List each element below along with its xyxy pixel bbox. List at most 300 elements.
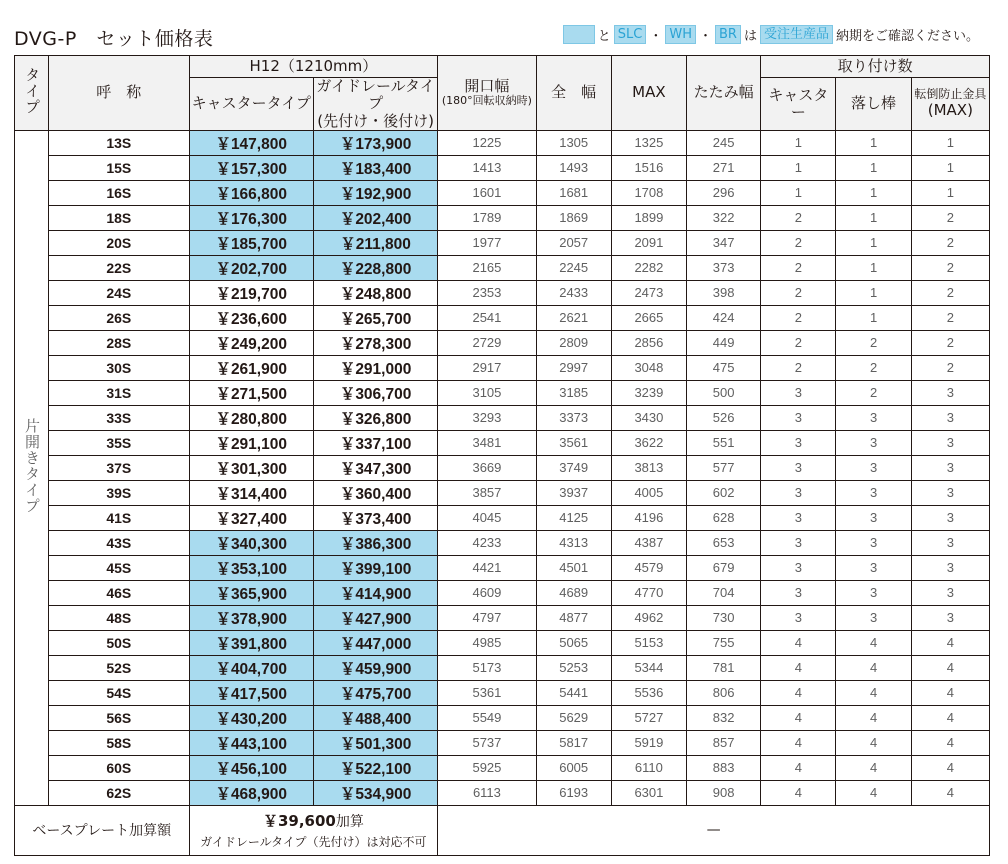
base-plate-price-cell [189,805,438,855]
header-total-width: 全 幅 [536,56,611,131]
row-max: 3048 [611,355,686,380]
row-folded-width: 526 [687,405,761,430]
row-total-width: 2997 [536,355,611,380]
row-anti-tip-count: 1 [911,155,989,180]
row-folded-width: 500 [687,380,761,405]
row-caster-count: 2 [761,280,836,305]
row-max: 5727 [611,705,686,730]
table-row [15,255,990,280]
row-guide-price: ￥291,000 [313,355,437,380]
row-drop-rod-count: 3 [836,405,911,430]
row-caster-price: ￥468,900 [189,780,313,805]
base-plate-price: ￥39,600 [262,812,336,831]
row-guide-price: ￥414,900 [313,580,437,605]
table-body [15,130,990,805]
row-opening: 3857 [438,480,536,505]
row-folded-width: 551 [687,430,761,455]
row-drop-rod-count: 4 [836,780,911,805]
row-caster-count: 4 [761,730,836,755]
row-total-width: 5817 [536,730,611,755]
row-caster-price: ￥353,100 [189,555,313,580]
row-name: 52S [49,655,189,680]
table-row [15,555,990,580]
row-opening: 1225 [438,130,536,155]
row-drop-rod-count: 4 [836,705,911,730]
row-name: 54S [49,680,189,705]
row-anti-tip-count: 3 [911,505,989,530]
row-name: 43S [49,530,189,555]
row-caster-count: 1 [761,180,836,205]
row-folded-width: 730 [687,605,761,630]
row-max: 4770 [611,580,686,605]
row-caster-price: ￥378,900 [189,605,313,630]
row-anti-tip-count: 3 [911,405,989,430]
row-total-width: 2621 [536,305,611,330]
row-anti-tip-count: 3 [911,580,989,605]
table-row [15,630,990,655]
row-caster-price: ￥280,800 [189,405,313,430]
row-drop-rod-count: 4 [836,655,911,680]
table-row [15,305,990,330]
row-caster-price: ￥271,500 [189,380,313,405]
row-guide-price: ￥183,400 [313,155,437,180]
row-guide-price: ￥337,100 [313,430,437,455]
row-caster-price: ￥291,100 [189,430,313,455]
table-row [15,180,990,205]
row-caster-price: ￥249,200 [189,330,313,355]
row-anti-tip-count: 3 [911,530,989,555]
row-drop-rod-count: 4 [836,680,911,705]
row-total-width: 1869 [536,205,611,230]
row-caster-price: ￥417,500 [189,680,313,705]
row-folded-width: 602 [687,480,761,505]
row-anti-tip-count: 4 [911,680,989,705]
row-caster-count: 1 [761,130,836,155]
row-folded-width: 908 [687,780,761,805]
row-name: 30S [49,355,189,380]
row-guide-price: ￥399,100 [313,555,437,580]
row-folded-width: 347 [687,230,761,255]
row-total-width: 4689 [536,580,611,605]
row-guide-price: ￥192,900 [313,180,437,205]
row-anti-tip-count: 3 [911,555,989,580]
row-folded-width: 245 [687,130,761,155]
row-drop-rod-count: 2 [836,330,911,355]
row-total-width: 3373 [536,405,611,430]
row-max: 3239 [611,380,686,405]
table-row [15,755,990,780]
table-row [15,730,990,755]
row-drop-rod-count: 3 [836,580,911,605]
row-opening: 5737 [438,730,536,755]
row-total-width: 5065 [536,630,611,655]
legend-made-to-order: 受注生産品 [760,25,833,44]
table-row [15,155,990,180]
row-caster-price: ￥147,800 [189,130,313,155]
row-caster-count: 3 [761,430,836,455]
row-anti-tip-count: 3 [911,455,989,480]
row-name: 26S [49,305,189,330]
row-opening: 1413 [438,155,536,180]
row-guide-price: ￥347,300 [313,455,437,480]
row-name: 50S [49,630,189,655]
row-anti-tip-count: 4 [911,705,989,730]
row-caster-count: 4 [761,755,836,780]
header-caster-type: キャスタータイプ [189,78,313,131]
row-guide-price: ￥386,300 [313,530,437,555]
row-anti-tip-count: 4 [911,755,989,780]
row-anti-tip-count: 3 [911,380,989,405]
row-drop-rod-count: 4 [836,755,911,780]
row-guide-price: ￥173,900 [313,130,437,155]
row-max: 2282 [611,255,686,280]
row-max: 1899 [611,205,686,230]
row-opening: 6113 [438,780,536,805]
row-opening: 4985 [438,630,536,655]
row-caster-count: 3 [761,605,836,630]
legend-connector-to: と [597,29,611,44]
row-total-width: 2245 [536,255,611,280]
row-anti-tip-count: 4 [911,780,989,805]
row-name: 39S [49,480,189,505]
row-guide-price: ￥522,100 [313,755,437,780]
table-row [15,505,990,530]
row-name: 46S [49,580,189,605]
row-max: 4579 [611,555,686,580]
row-caster-count: 1 [761,155,836,180]
price-table [14,55,990,856]
row-folded-width: 755 [687,630,761,655]
row-opening: 3293 [438,405,536,430]
legend-connector-ha: は [743,29,757,44]
row-folded-width: 373 [687,255,761,280]
row-drop-rod-count: 2 [836,380,911,405]
row-max: 4387 [611,530,686,555]
base-plate-label: ベースプレート加算額 [15,805,190,855]
row-caster-count: 2 [761,330,836,355]
row-total-width: 1305 [536,130,611,155]
table-row [15,455,990,480]
row-name: 58S [49,730,189,755]
row-name: 33S [49,405,189,430]
row-folded-width: 475 [687,355,761,380]
header-max: MAX [611,56,686,131]
row-opening: 4045 [438,505,536,530]
row-name: 16S [49,180,189,205]
row-total-width: 1493 [536,155,611,180]
row-max: 3622 [611,430,686,455]
row-drop-rod-count: 3 [836,530,911,555]
row-caster-count: 3 [761,480,836,505]
row-folded-width: 322 [687,205,761,230]
row-opening: 5173 [438,655,536,680]
row-opening: 4609 [438,580,536,605]
header-folded-width: たたみ幅 [687,56,761,131]
row-folded-width: 449 [687,330,761,355]
row-caster-price: ￥327,400 [189,505,313,530]
table-footer [15,805,990,855]
row-folded-width: 781 [687,655,761,680]
row-drop-rod-count: 1 [836,255,911,280]
row-folded-width: 577 [687,455,761,480]
row-drop-rod-count: 1 [836,130,911,155]
legend [563,25,982,44]
row-total-width: 2057 [536,230,611,255]
row-name: 24S [49,280,189,305]
row-total-width: 5629 [536,705,611,730]
row-anti-tip-count: 2 [911,205,989,230]
row-folded-width: 424 [687,305,761,330]
header-name: 呼 称 [49,56,189,131]
row-total-width: 6193 [536,780,611,805]
row-max: 2091 [611,230,686,255]
row-caster-count: 3 [761,530,836,555]
row-anti-tip-count: 4 [911,730,989,755]
row-caster-count: 2 [761,255,836,280]
row-anti-tip-count: 4 [911,630,989,655]
row-opening: 5549 [438,705,536,730]
row-caster-count: 4 [761,780,836,805]
table-row [15,380,990,405]
row-caster-price: ￥314,400 [189,480,313,505]
row-anti-tip-count: 2 [911,330,989,355]
row-caster-price: ￥185,700 [189,230,313,255]
base-plate-price-suffix: 加算 [335,814,364,831]
row-name: 15S [49,155,189,180]
row-opening: 4797 [438,605,536,630]
base-plate-dash: — [438,805,990,855]
row-anti-tip-count: 3 [911,430,989,455]
row-max: 1516 [611,155,686,180]
row-caster-count: 3 [761,455,836,480]
legend-code-br: BR [715,25,741,44]
row-guide-price: ￥306,700 [313,380,437,405]
row-opening: 2165 [438,255,536,280]
row-caster-price: ￥365,900 [189,580,313,605]
header-type: タイプ [15,56,49,131]
legend-swatch-highlight [563,25,595,44]
row-caster-price: ￥404,700 [189,655,313,680]
header-caster: キャスター [761,78,836,131]
row-caster-count: 2 [761,355,836,380]
row-caster-count: 3 [761,580,836,605]
row-anti-tip-count: 2 [911,280,989,305]
table-row [15,355,990,380]
row-opening: 4421 [438,555,536,580]
row-drop-rod-count: 1 [836,305,911,330]
row-caster-count: 2 [761,305,836,330]
row-anti-tip-count: 2 [911,305,989,330]
row-guide-price: ￥202,400 [313,205,437,230]
row-caster-count: 2 [761,205,836,230]
table-header [15,56,990,131]
row-opening: 3481 [438,430,536,455]
legend-dot: ・ [698,29,712,44]
row-max: 2473 [611,280,686,305]
row-caster-price: ￥456,100 [189,755,313,780]
row-caster-count: 3 [761,380,836,405]
row-anti-tip-count: 1 [911,130,989,155]
row-total-width: 5253 [536,655,611,680]
row-caster-count: 4 [761,630,836,655]
row-folded-width: 883 [687,755,761,780]
row-folded-width: 628 [687,505,761,530]
row-opening: 5925 [438,755,536,780]
page-title: DVG-P セット価格表 [14,28,214,50]
row-folded-width: 653 [687,530,761,555]
table-row [15,130,990,155]
header-opening: 開口幅 (180°回転収納時) [438,56,536,131]
row-total-width: 3561 [536,430,611,455]
row-guide-price: ￥488,400 [313,705,437,730]
table-row [15,705,990,730]
row-drop-rod-count: 3 [836,455,911,480]
row-max: 2856 [611,330,686,355]
row-guide-price: ￥534,900 [313,780,437,805]
row-caster-price: ￥261,900 [189,355,313,380]
row-folded-width: 679 [687,555,761,580]
row-caster-price: ￥157,300 [189,155,313,180]
row-total-width: 6005 [536,755,611,780]
row-max: 1325 [611,130,686,155]
row-anti-tip-count: 4 [911,655,989,680]
row-caster-price: ￥166,800 [189,180,313,205]
row-drop-rod-count: 3 [836,480,911,505]
row-guide-price: ￥475,700 [313,680,437,705]
row-total-width: 1681 [536,180,611,205]
table-row [15,330,990,355]
row-name: 60S [49,755,189,780]
row-caster-price: ￥219,700 [189,280,313,305]
row-anti-tip-count: 1 [911,180,989,205]
row-drop-rod-count: 1 [836,180,911,205]
row-max: 4962 [611,605,686,630]
row-opening: 5361 [438,680,536,705]
row-drop-rod-count: 2 [836,355,911,380]
row-anti-tip-count: 2 [911,230,989,255]
row-max: 5919 [611,730,686,755]
row-guide-price: ￥373,400 [313,505,437,530]
row-max: 5344 [611,655,686,680]
row-caster-price: ￥202,700 [189,255,313,280]
row-max: 5153 [611,630,686,655]
table-row [15,405,990,430]
row-total-width: 2433 [536,280,611,305]
row-drop-rod-count: 4 [836,730,911,755]
table-row [15,655,990,680]
row-opening: 2917 [438,355,536,380]
row-opening: 3669 [438,455,536,480]
row-caster-count: 3 [761,555,836,580]
row-caster-count: 4 [761,680,836,705]
table-row [15,530,990,555]
header-height-group: H12（1210mm） [189,56,438,78]
row-caster-count: 3 [761,405,836,430]
row-drop-rod-count: 1 [836,280,911,305]
row-guide-price: ￥265,700 [313,305,437,330]
row-max: 5536 [611,680,686,705]
row-guide-price: ￥447,000 [313,630,437,655]
row-guide-price: ￥228,800 [313,255,437,280]
row-total-width: 4501 [536,555,611,580]
row-folded-width: 398 [687,280,761,305]
row-caster-count: 4 [761,655,836,680]
row-total-width: 4125 [536,505,611,530]
row-opening: 3105 [438,380,536,405]
table-row [15,480,990,505]
row-total-width: 5441 [536,680,611,705]
row-name: 20S [49,230,189,255]
row-name: 28S [49,330,189,355]
row-guide-price: ￥360,400 [313,480,437,505]
legend-code-wh: WH [665,25,696,44]
header-guide-rail-type: ガイドレールタイプ (先付け・後付け) [313,78,437,131]
row-name: 13S [49,130,189,155]
row-caster-count: 2 [761,230,836,255]
row-name: 41S [49,505,189,530]
row-total-width: 3185 [536,380,611,405]
row-guide-price: ￥326,800 [313,405,437,430]
header-anti-tip: 転倒防止金具 (MAX) [911,78,989,131]
row-name: 56S [49,705,189,730]
row-folded-width: 296 [687,180,761,205]
row-name: 31S [49,380,189,405]
type-label: 片開きタイプ [23,418,41,515]
row-anti-tip-count: 3 [911,605,989,630]
row-total-width: 4877 [536,605,611,630]
row-caster-count: 4 [761,705,836,730]
row-caster-price: ￥236,600 [189,305,313,330]
row-drop-rod-count: 3 [836,505,911,530]
row-drop-rod-count: 1 [836,230,911,255]
row-max: 4196 [611,505,686,530]
row-caster-price: ￥430,200 [189,705,313,730]
row-drop-rod-count: 4 [836,630,911,655]
row-opening: 2729 [438,330,536,355]
table-row [15,430,990,455]
legend-code-slc: SLC [614,25,647,44]
row-drop-rod-count: 3 [836,555,911,580]
row-name: 22S [49,255,189,280]
row-folded-width: 704 [687,580,761,605]
row-max: 6301 [611,780,686,805]
row-folded-width: 857 [687,730,761,755]
row-total-width: 2809 [536,330,611,355]
row-caster-price: ￥340,300 [189,530,313,555]
row-caster-price: ￥391,800 [189,630,313,655]
table-row [15,205,990,230]
row-name: 37S [49,455,189,480]
row-name: 62S [49,780,189,805]
table-row [15,280,990,305]
table-row [15,605,990,630]
row-total-width: 3749 [536,455,611,480]
row-max: 4005 [611,480,686,505]
row-drop-rod-count: 1 [836,205,911,230]
row-caster-price: ￥176,300 [189,205,313,230]
row-folded-width: 271 [687,155,761,180]
row-max: 2665 [611,305,686,330]
row-total-width: 3937 [536,480,611,505]
table-row [15,780,990,805]
row-opening: 1977 [438,230,536,255]
row-guide-price: ￥211,800 [313,230,437,255]
row-guide-price: ￥278,300 [313,330,437,355]
type-label-cell [15,130,49,805]
row-max: 1708 [611,180,686,205]
table-row [15,680,990,705]
row-name: 18S [49,205,189,230]
